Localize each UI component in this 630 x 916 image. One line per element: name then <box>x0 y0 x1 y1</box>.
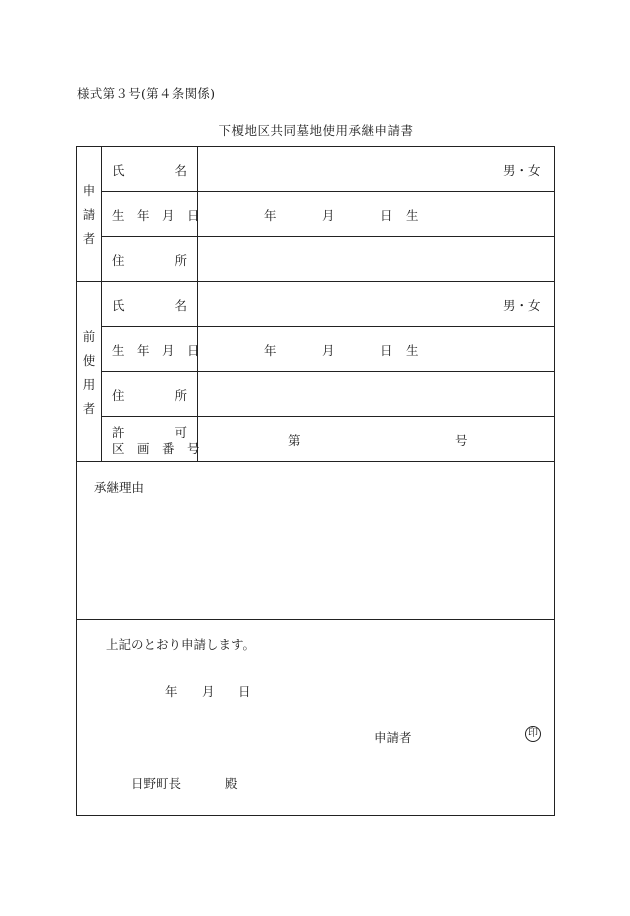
applicant-birthdate-label: 生 年 月 日 <box>112 208 200 223</box>
row-divider <box>101 191 555 192</box>
previous-user-birth-day: 日 <box>380 343 393 358</box>
section-divider <box>77 461 555 462</box>
applicant-group-char: 申 <box>82 183 96 198</box>
declaration-statement: 上記のとおり申請します。 <box>106 637 256 652</box>
row-divider <box>101 326 555 327</box>
applicant-group-label <box>79 179 99 251</box>
document-title: 下榎地区共同墓地使用承継申請書 <box>218 123 414 138</box>
applicant-name-label: 氏 名 <box>112 163 188 178</box>
addressee: 日野町長 <box>131 776 182 791</box>
previous-user-address-label: 住 所 <box>112 388 188 403</box>
previous-user-group-char: 使 <box>82 353 96 368</box>
applicant-birth-day: 日 <box>380 208 393 223</box>
applicant-birth-suffix: 生 <box>406 208 419 223</box>
previous-user-group-char: 前 <box>82 329 96 344</box>
succession-reason-label: 承継理由 <box>94 480 145 495</box>
previous-user-birth-year: 年 <box>264 343 277 358</box>
applicant-group-char: 請 <box>82 207 96 222</box>
column-divider <box>101 147 102 461</box>
previous-user-group-char: 用 <box>82 377 96 392</box>
application-form-table <box>76 146 555 816</box>
applicant-birth-year: 年 <box>264 208 277 223</box>
applicant-group-char: 者 <box>82 231 96 246</box>
previous-user-birth-month: 月 <box>322 343 335 358</box>
date-month: 月 <box>202 684 215 699</box>
previous-user-group-label <box>79 325 99 421</box>
permit-number-label-line2: 区 画 番 号 <box>112 441 200 456</box>
row-divider <box>101 236 555 237</box>
applicant-address-label: 住 所 <box>112 253 188 268</box>
form-reference: 様式第３号(第４条関係) <box>77 86 216 101</box>
row-divider <box>101 416 555 417</box>
honorific: 殿 <box>225 776 238 791</box>
previous-user-birthdate-label: 生 年 月 日 <box>112 343 200 358</box>
permit-number-suffix: 号 <box>455 433 468 448</box>
date-day: 日 <box>238 684 251 699</box>
permit-number-label-line1: 許 可 <box>112 425 188 440</box>
signature-applicant-label: 申請者 <box>374 730 412 745</box>
previous-user-sex-choice[interactable]: 男・女 <box>503 298 541 313</box>
applicant-birth-month: 月 <box>322 208 335 223</box>
permit-number-prefix: 第 <box>288 433 301 448</box>
applicant-sex-choice[interactable]: 男・女 <box>503 163 541 178</box>
previous-user-group-char: 者 <box>82 401 96 416</box>
row-divider <box>101 371 555 372</box>
section-divider <box>77 281 555 282</box>
section-divider <box>77 619 555 620</box>
previous-user-birth-suffix: 生 <box>406 343 419 358</box>
date-year: 年 <box>165 684 178 699</box>
seal-icon: 印 <box>525 726 541 742</box>
column-divider <box>197 147 198 461</box>
previous-user-name-label: 氏 名 <box>112 298 188 313</box>
